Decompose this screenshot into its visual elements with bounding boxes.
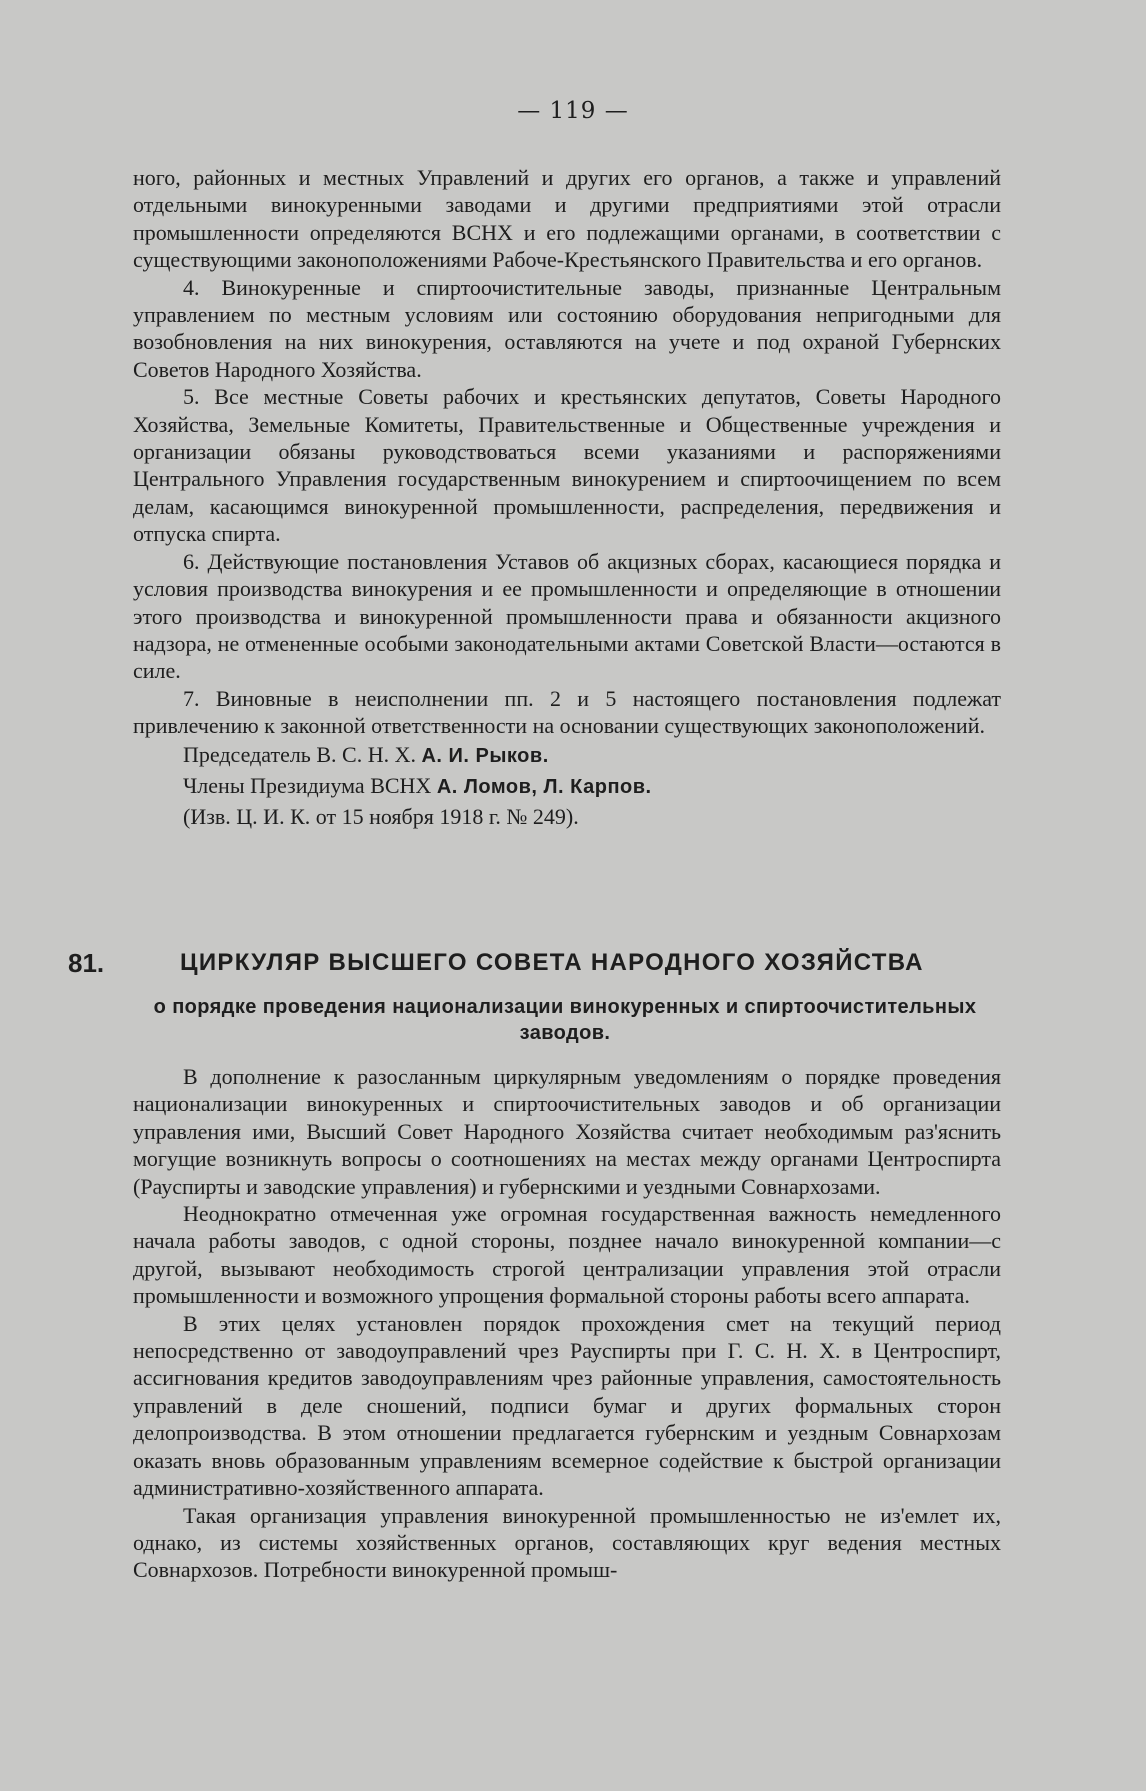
signature-members bbox=[133, 771, 1001, 802]
page-number: — 119 — bbox=[517, 98, 629, 124]
signature-members-names: А. Ломов, Л. Карпов. bbox=[436, 775, 652, 798]
document-heading: ЦИРКУЛЯР ВЫСШЕГО СОВЕТА НАРОДНОГО ХОЗЯЙСТВА bbox=[180, 949, 924, 976]
paragraph-continued: ного, районных и местных Управлений и других его органов, а также и управлений отдельными винокуренными заводами и другими предприятиями этой отрасли промышленности определяются ВСНХ и его подлежащими органами, в соответствии с существующими законоположениями Рабоче-Крестьянского Правительства и его органов. bbox=[133, 165, 1001, 273]
signature-chair bbox=[133, 740, 1001, 771]
paragraph-item-4: 4. Винокуренные и спиртоочистительные заводы, признанные Центральным управлением по местным условиям или состоянию оборудования непригодными для возобновления на них винокурения, оставляются на учете и под охраной Губернских Советов Народного Хозяйства. bbox=[133, 274, 1001, 382]
signature-chair-prefix: Председатель В. С. Н. Х. bbox=[183, 741, 416, 767]
document-paragraph-3: В этих целях установлен порядок прохождения смет на текущий период непосредственно от заводоуправлений чрез Рауспирты при Г. С. Н. Х. в Центроспирт, ассигнования кредитов заводоуправлениям чрез районные управления, самостоятельность управлений в деле сношений, подписи бумаг и других формальных сторон делопроизводства. В этом отношении предлагается губернским и уездным Совнархозам оказать вновь образованным управлениям всемерное содействие к быстрой организации административно-хозяйственного аппарата. bbox=[133, 1310, 1001, 1501]
source-citation: (Изв. Ц. И. К. от 15 ноября 1918 г. № 249). bbox=[183, 803, 579, 829]
paragraph-item-7: 7. Виновные в неисполнении пп. 2 и 5 настоящего постановления подлежат привлечению к законной ответственности на основании существующих законоположений. bbox=[133, 685, 1001, 739]
top-text-block bbox=[133, 164, 1001, 831]
document-paragraph-4: Такая организация управления винокуренной промышленностью не из'емлет их, однако, из системы хозяйственных органов, составляющих круг ведения местных Совнархозов. Потребности винокуренной промыш- bbox=[133, 1502, 1001, 1583]
document-paragraph-1: В дополнение к разосланным циркулярным уведомлениям о порядке проведения национализации винокуренных и спиртоочистительных заводов и об организации управления ими, Высший Совет Народного Хозяйства считает необходимым раз'яснить могущие возникнуть вопросы о соотношениях на местах между органами Центроспирта (Рауспирты и заводские управления) и губернскими и уездными Совнархозами. bbox=[133, 1064, 1001, 1199]
signature-chair-name: А. И. Рыков. bbox=[421, 744, 549, 767]
document-body bbox=[133, 1063, 1001, 1584]
paragraph-item-5: 5. Все местные Советы рабочих и крестьянских депутатов, Советы Народного Хозяйства, Земельные Комитеты, Правительственные и Общественные учреждения и организации обязаны руководствоваться всеми указаниями и распоряжениями Центрального Управления государственным винокурением и спиртоочищением по всем делам, касающимся винокуренной промышленности, распределения, передвижения и отпуска спирта. bbox=[133, 384, 1001, 547]
document-number: 81. bbox=[68, 948, 105, 978]
paragraph-item-6: 6. Действующие постановления Уставов об акцизных сборах, касающиеся порядка и условия производства винокурения и ее промышленности и определяющие в отношении этого производства и винокуренной промышленности права и обязанности акцизного надзора, не отмененные особыми законодательными актами Советской Власти—остаются в силе. bbox=[133, 548, 1001, 684]
document-paragraph-2: Неоднократно отмеченная уже огромная государственная важность немедленного начала работы заводов, с одной стороны, позднее начало винокуренной компании—с другой, вызывают необходимость строгой централизации управления этой отрасли промышленности и возможного упрощения формальной стороны работы всего аппарата. bbox=[133, 1201, 1001, 1309]
document-subtitle: о порядке проведения национализации винокуренных и спиртоочистительных заводов. bbox=[153, 996, 977, 1044]
signature-members-prefix: Члены Президиума ВСНХ bbox=[183, 772, 432, 798]
